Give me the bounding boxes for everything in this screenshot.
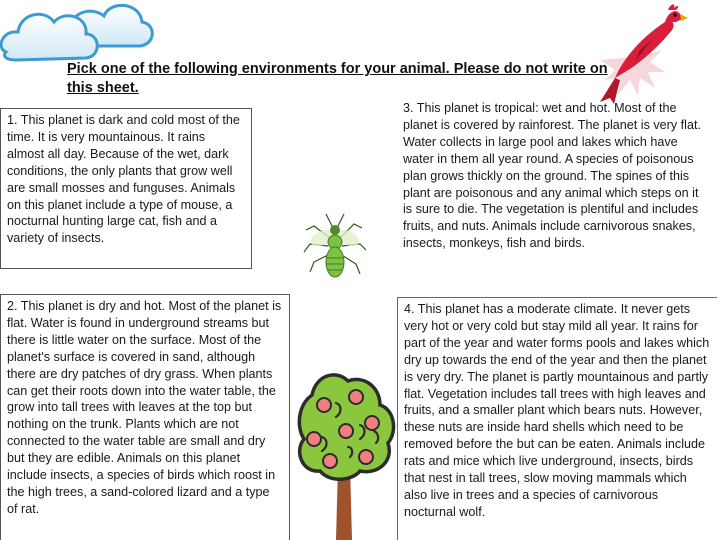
planet-1-description: 1. This planet is dark and cold most of the time. It is very mountainous. It rains almost all day. Because of the wet, dark conditions, the only plants that grow well are small mosses and funguses. Animals on this planet include a type of mouse, a nocturnal hunting large cat, fish and a variety of insects. [0, 108, 252, 269]
tree-icon [290, 365, 400, 540]
page-title: Pick one of the following environments for your animal. Please do not write on this sheet. [67, 61, 608, 96]
planet-3-description: 3. This planet is tropical: wet and hot. Most of the planet is covered by rainforest. The planet is very flat. Water collects in large pool and lakes which have water in them all year round. A species of poisonous plan grows thickly on the ground. The spines of this plant are poisonous and any animal which steps on it is sure to die. The vegetation is plentiful and includes fruits, and nuts. Animals include carnivorous snakes, insects, monkeys, fish and birds. [403, 101, 701, 251]
planet-2-description: 2. This planet is dry and hot. Most of the planet is flat. Water is found in underground streams but there is little water on the surface. Most of the planet's surface is covered in sand, although there are dry patches of dry grass. When plants can get their roots down into the water table, the grow into tall trees with leaves at the top but nothing on the trunk. Plants which are not connected to the water table are small and dry but they are edible. Animals on this planet include insects, a species of birds which roost in the high trees, a sand-colored lizard and a type of rat. [0, 294, 290, 540]
planet-4-description: 4. This planet has a moderate climate. It never gets very hot or very cold but stay mild all year. It rains for part of the year and water forms pools and lakes which dry up towards the end of the year and then the planet is very dry. The planet is partly mountainous and partly flat. Vegetation includes tall trees with high leaves and fruits, and a smaller plant which bears nuts. However, these nuts are inside hard shells which need to be removed before the but can be eaten. Animals include rats and mice which live underground, insects, birds that nest in tall trees, slow moving mammals which also live in trees and a species of carnivorous nocturnal wolf. [397, 297, 717, 540]
insect-icon [300, 208, 370, 288]
